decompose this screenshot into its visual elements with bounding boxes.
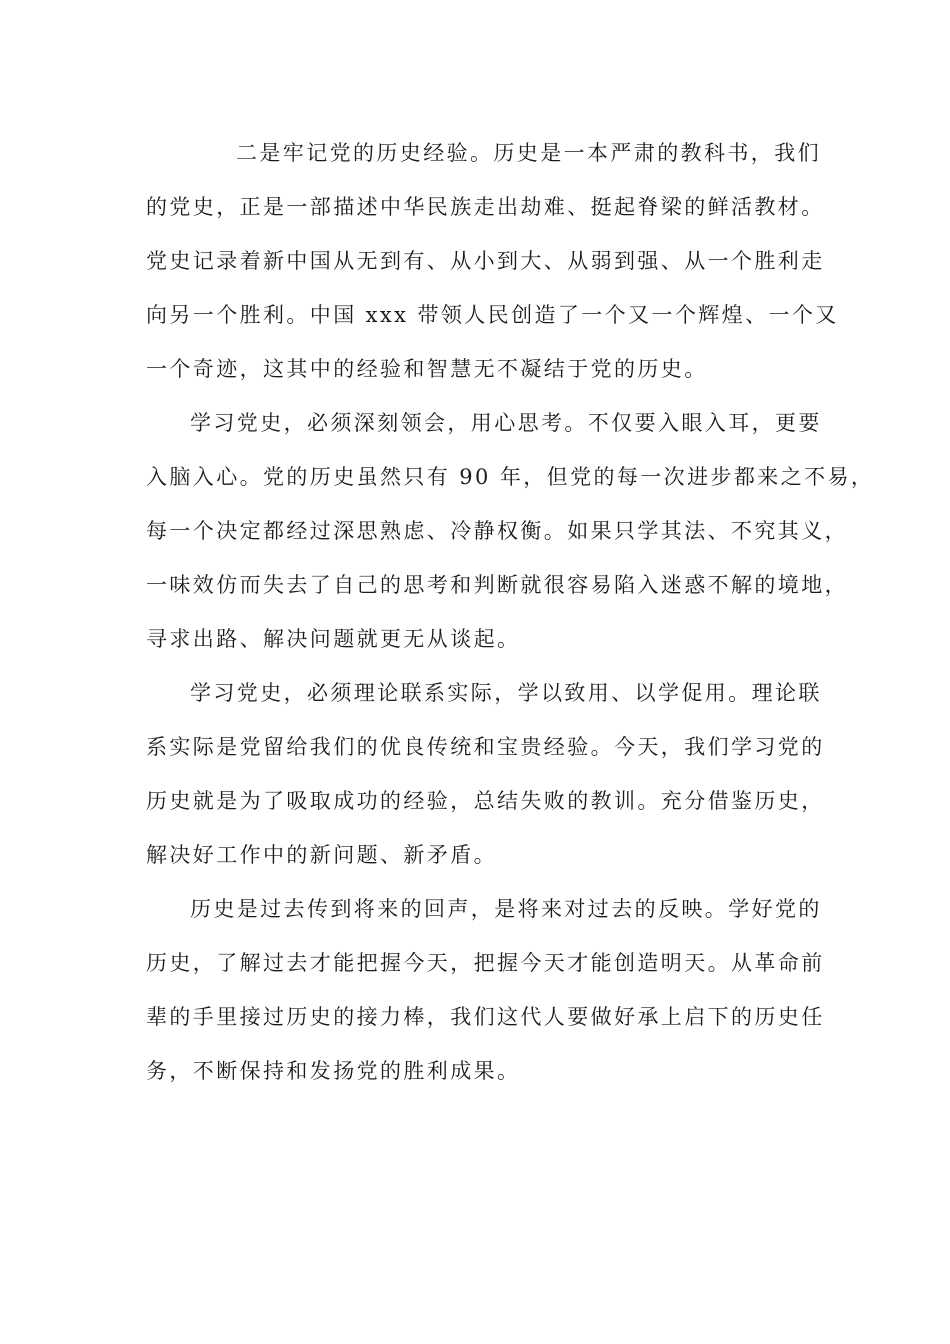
text-line: 历史，了解过去才能把握今天，把握今天才能创造明天。从革命前	[146, 951, 825, 975]
text-line: 每一个决定都经过深思熟虑、冷静权衡。如果只学其法、不究其义，	[146, 519, 848, 543]
text-line: 系实际是党留给我们的优良传统和宝贵经验。今天，我们学习党的	[146, 735, 825, 759]
text-line: 的党史，正是一部描述中华民族走出劫难、挺起脊梁的鲜活教材。	[146, 195, 825, 219]
text-line: 务，不断保持和发扬党的胜利成果。	[146, 1059, 521, 1083]
text-line: 一味效仿而失去了自己的思考和判断就很容易陷入迷惑不解的境地，	[146, 573, 848, 597]
text-line: 党史记录着新中国从无到有、从小到大、从弱到强、从一个胜利走	[146, 249, 825, 273]
paragraph-history-echo	[146, 892, 826, 1108]
text-line: 二是牢记党的历史经验。历史是一本严肃的教科书，我们	[236, 141, 821, 165]
text-line: 历史就是为了吸取成功的经验，总结失败的教训。充分借鉴历史，	[146, 789, 825, 813]
text-line: 向另一个胜利。中国 xxx 带领人民创造了一个又一个辉煌、一个又	[146, 303, 839, 327]
paragraph-party-history-experience	[146, 136, 839, 406]
paragraph-deep-understanding	[146, 406, 875, 676]
text-line: 一个奇迹，这其中的经验和智慧无不凝结于党的历史。	[146, 357, 708, 381]
text-line: 历史是过去传到将来的回声，是将来对过去的反映。学好党的	[190, 897, 822, 921]
text-line: 寻求出路、解决问题就更无从谈起。	[146, 627, 521, 651]
text-line: 辈的手里接过历史的接力棒，我们这代人要做好承上启下的历史任	[146, 1005, 825, 1029]
paragraph-theory-and-practice	[146, 676, 826, 892]
text-line: 学习党史，必须深刻领会，用心思考。不仅要入眼入耳，更要	[190, 411, 822, 435]
text-line: 解决好工作中的新问题、新矛盾。	[146, 843, 497, 867]
text-line: 入脑入心。党的历史虽然只有 90 年，但党的每一次进步都来之不易，	[146, 465, 875, 489]
text-line: 学习党史，必须理论联系实际，学以致用、以学促用。理论联	[190, 681, 822, 705]
